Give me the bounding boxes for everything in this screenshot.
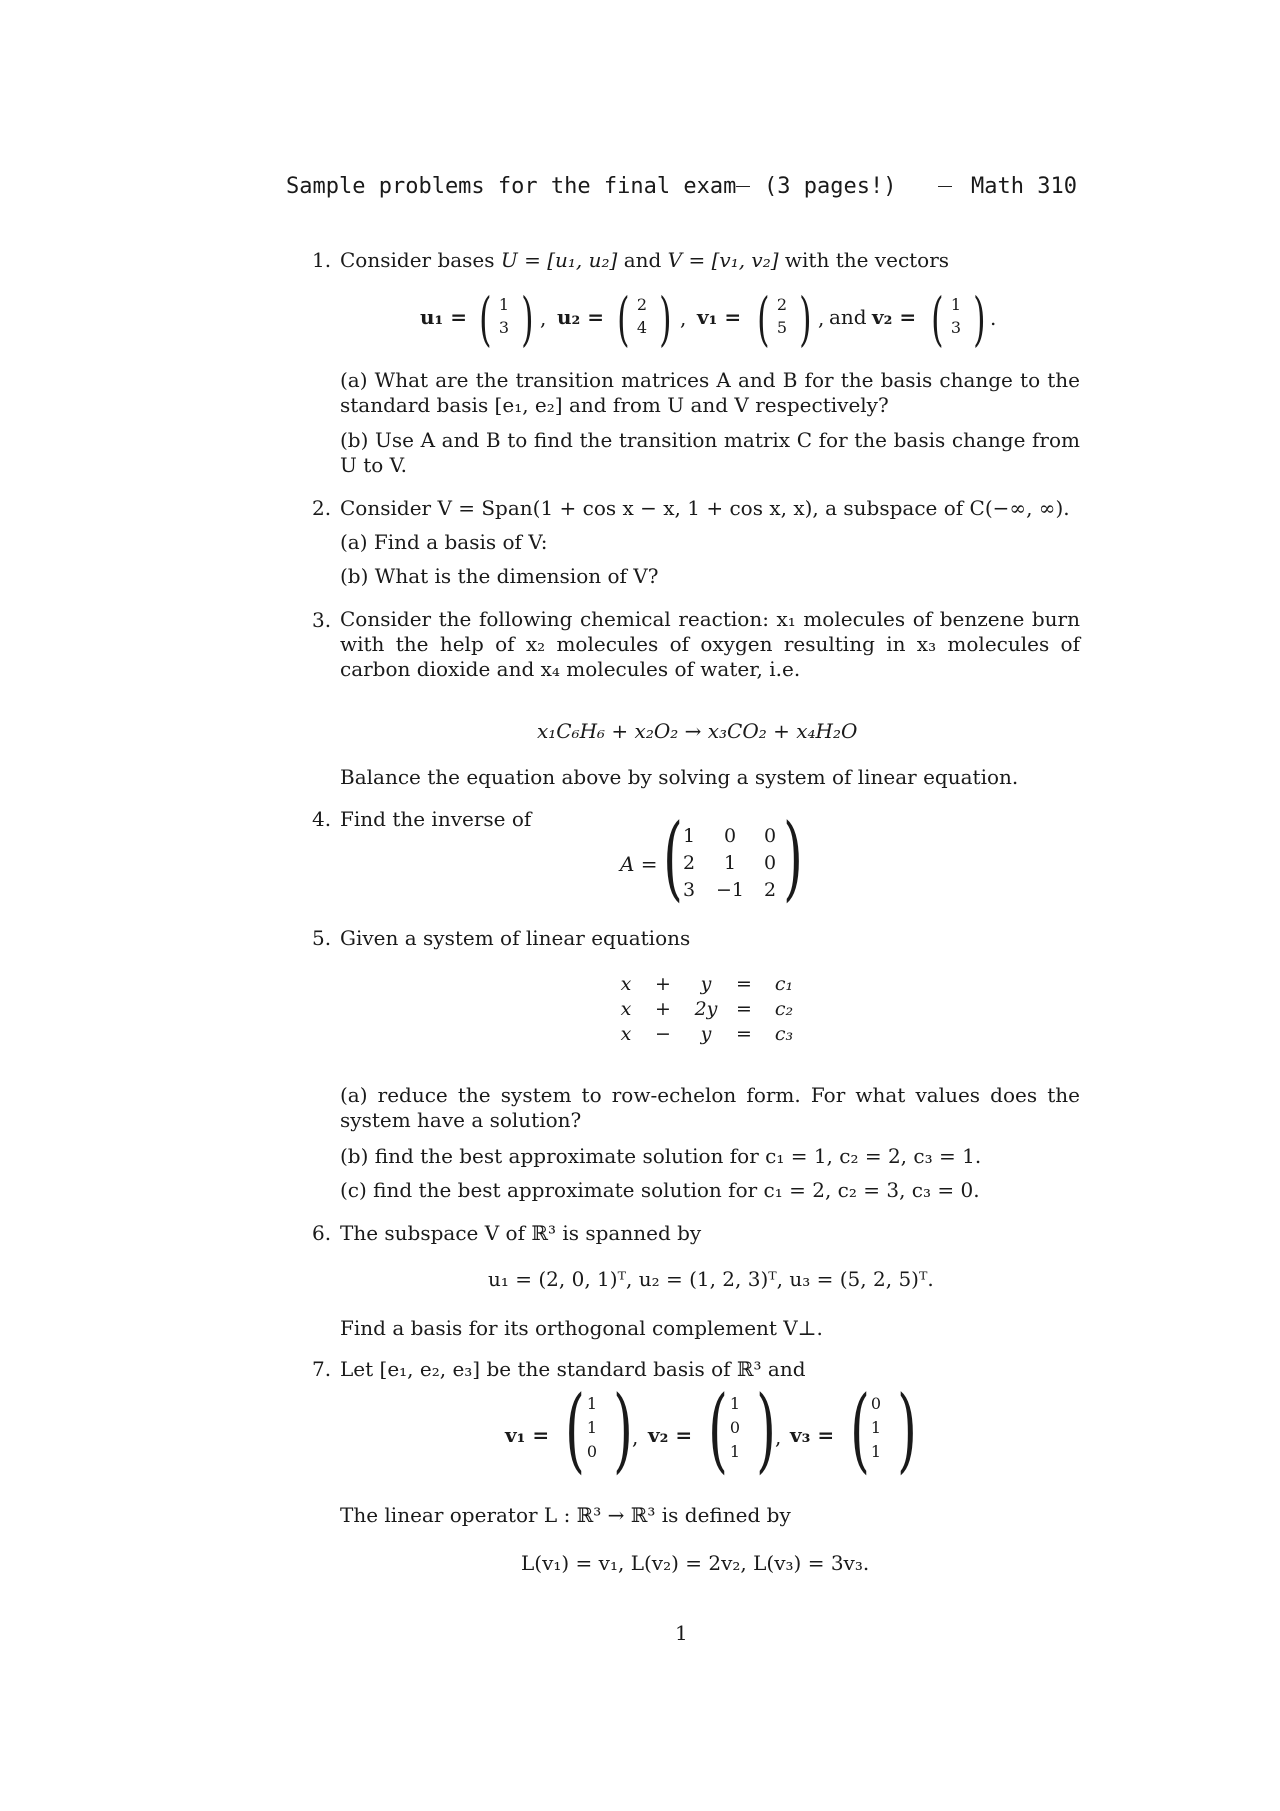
system-cell: =: [736, 973, 752, 995]
matrix-A-cell: −1: [715, 879, 744, 901]
problem-7-operator: The linear operator L : ℝ³ → ℝ³ is defined by: [340, 1503, 791, 1527]
v1-right-paren: ): [799, 285, 812, 353]
header-pages: (3 pages!): [764, 174, 897, 199]
basis-v3-entry: 1: [870, 1442, 882, 1461]
basis-v2-left-paren: (: [708, 1376, 728, 1483]
basis-v1-entry: 1: [586, 1394, 598, 1413]
basis-v1-entry: 0: [586, 1442, 598, 1461]
system-cell: y: [700, 973, 712, 995]
system-cell: y: [700, 1023, 712, 1045]
header-dash-2: [938, 186, 952, 187]
page-number: 1: [675, 1621, 688, 1645]
problem-3-number: 3.: [312, 608, 332, 632]
problem-1-part-b: (b) Use A and B to find the transition matrix C for the basis change from U to V.: [340, 428, 1080, 477]
v2-entry: 1: [950, 295, 962, 314]
v2-entry: 3: [950, 318, 962, 337]
problem-1-intro: Consider bases U = [u₁, u₂] and V = [v₁, v₂] with the vectors: [340, 248, 950, 272]
matrix-A-cell: 1: [682, 825, 696, 847]
header-course: Math 310: [971, 174, 1077, 199]
chemical-equation: x₁C₆H₆ + x₂O₂ → x₃CO₂ + x₄H₂O: [537, 719, 858, 743]
system-cell: c₃: [774, 1023, 794, 1045]
matrix-A-cell: 0: [763, 825, 777, 847]
basis-U: U = [u₁, u₂]: [500, 248, 618, 272]
u2-entry: 4: [636, 318, 648, 337]
problem-6-number: 6.: [312, 1221, 332, 1245]
u2-right-paren: ): [659, 285, 672, 353]
system-cell: c₁: [774, 973, 794, 995]
system-cell: x: [620, 973, 632, 995]
v1-entry: 2: [776, 295, 788, 314]
basis-v3-left-paren: (: [850, 1376, 870, 1483]
system-cell: +: [655, 998, 671, 1020]
basis-v3-entry: 0: [870, 1394, 882, 1413]
basis-v2-entry: 1: [729, 1442, 741, 1461]
problem-4-number: 4.: [312, 807, 332, 831]
v1-label: v₁ =: [697, 305, 742, 329]
basis-v1-left-paren: (: [565, 1376, 585, 1483]
v1-entry: 5: [776, 318, 788, 337]
and-word: and: [829, 305, 867, 329]
problem-5-part-c: (c) find the best approximate solution for c₁ = 2, c₂ = 3, c₃ = 0.: [340, 1178, 980, 1202]
system-cell: x: [620, 998, 632, 1020]
system-cell: 2y: [694, 998, 718, 1020]
problem-7-statement: Let [e₁, e₂, e₃] be the standard basis of ℝ³ and: [340, 1357, 806, 1381]
basis-v3-label: v₃ =: [790, 1423, 835, 1447]
basis-v1-entry: 1: [586, 1418, 598, 1437]
matrix-A-left-paren: (: [663, 804, 683, 911]
basis-v2-label: v₂ =: [648, 1423, 693, 1447]
matrix-A-cell: 0: [723, 825, 737, 847]
u1-entry: 1: [498, 295, 510, 314]
system-cell: =: [736, 998, 752, 1020]
matrix-A-cell: 1: [723, 852, 737, 874]
u2-left-paren: (: [617, 285, 630, 353]
problem-5-part-a: (a) reduce the system to row-echelon form. For what values does the system have a solution?: [340, 1083, 1080, 1132]
matrix-A-cell: 2: [763, 879, 777, 901]
problem-1-number: 1.: [312, 248, 332, 272]
problem-5-part-b: (b) find the best approximate solution for c₁ = 1, c₂ = 2, c₃ = 1.: [340, 1144, 982, 1168]
u1-label: u₁ =: [420, 305, 468, 329]
v2-right-paren: ): [973, 285, 986, 353]
spanning-vectors: u₁ = (2, 0, 1)ᵀ, u₂ = (1, 2, 3)ᵀ, u₃ = (5, 2, 5)ᵀ.: [488, 1267, 934, 1291]
matrix-A-cell: 3: [682, 879, 696, 901]
system-cell: −: [655, 1023, 671, 1045]
u2-entry: 2: [636, 295, 648, 314]
problem-6-question: Find a basis for its orthogonal complement V⊥.: [340, 1316, 823, 1340]
v1-left-paren: (: [757, 285, 770, 353]
problem-2-number: 2.: [312, 496, 332, 520]
matrix-A-right-paren: ): [783, 804, 803, 911]
u1-entry: 3: [498, 318, 510, 337]
header-title: Sample problems for the final exam: [286, 174, 737, 199]
problem-6-statement: The subspace V of ℝ³ is spanned by: [340, 1221, 702, 1245]
system-cell: x: [620, 1023, 632, 1045]
basis-v1-right-paren: ): [613, 1376, 633, 1483]
problem-5-statement: Given a system of linear equations: [340, 926, 691, 950]
system-cell: +: [655, 973, 671, 995]
problem-1-part-a: (a) What are the transition matrices A and B for the basis change to the standard basis [e₁, e₂] and from U and V respectively?: [340, 368, 1080, 417]
system-cell: c₂: [774, 998, 794, 1020]
problem-2-part-a: (a) Find a basis of V:: [340, 530, 548, 554]
header-dash-1: [736, 186, 750, 187]
v2-label: v₂ =: [872, 305, 917, 329]
v2-left-paren: (: [931, 285, 944, 353]
problem-4-statement: Find the inverse of: [340, 807, 532, 831]
problem-2-statement: Consider V = Span(1 + cos x − x, 1 + cos x, x), a subspace of C(−∞, ∞).: [340, 496, 1070, 520]
problem-7-number: 7.: [312, 1357, 332, 1381]
system-cell: =: [736, 1023, 752, 1045]
problem-7-definition: L(v₁) = v₁, L(v₂) = 2v₂, L(v₃) = 3v₃.: [521, 1551, 870, 1575]
basis-v2-right-paren: ): [756, 1376, 776, 1483]
u1-left-paren: (: [479, 285, 492, 353]
basis-v3-entry: 1: [870, 1418, 882, 1437]
problem-3-instruction: Balance the equation above by solving a system of linear equation.: [340, 765, 1019, 789]
matrix-A-label: A =: [620, 852, 658, 876]
basis-V: V = [v₁, v₂]: [667, 248, 779, 272]
problem-3-statement: Consider the following chemical reaction: x₁ molecules of benzene burn with the help of x₂ molecules of oxygen resulting in x₃ molecules of carbon dioxide and x₄ molecules of water, i.e.: [340, 607, 1080, 681]
problem-2-part-b: (b) What is the dimension of V?: [340, 564, 659, 588]
matrix-A-cell: 2: [682, 852, 696, 874]
problem-5-number: 5.: [312, 926, 332, 950]
page-header: [286, 174, 1081, 204]
basis-v3-right-paren: ): [897, 1376, 917, 1483]
u2-label: u₂ =: [557, 305, 605, 329]
basis-v1-label: v₁ =: [505, 1423, 550, 1447]
matrix-A-cell: 0: [763, 852, 777, 874]
basis-v2-entry: 0: [729, 1418, 741, 1437]
u1-right-paren: ): [521, 285, 534, 353]
basis-v2-entry: 1: [729, 1394, 741, 1413]
